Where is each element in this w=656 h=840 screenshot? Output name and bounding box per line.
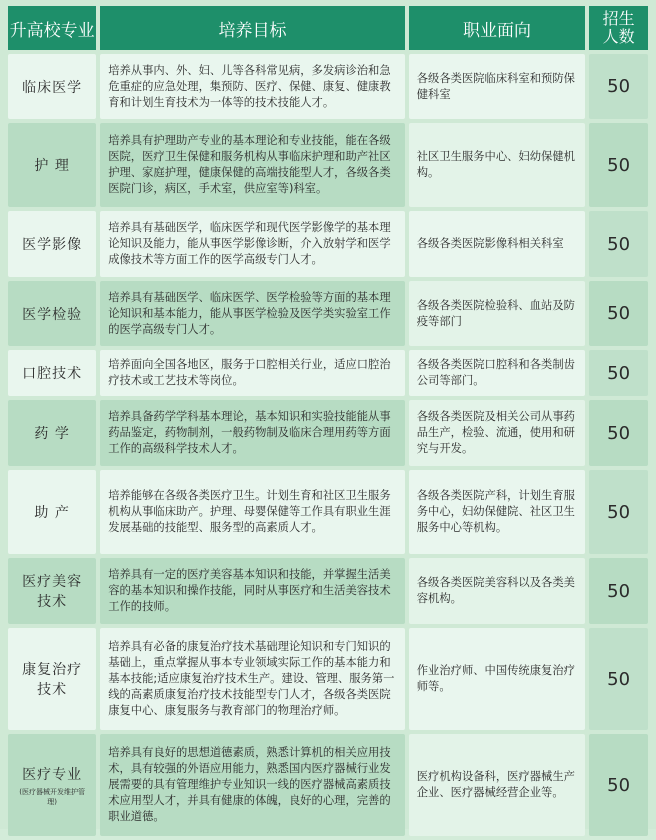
table-row <box>8 54 648 119</box>
major-cell: 医学检验 <box>8 281 96 346</box>
table-row <box>8 734 648 836</box>
direction-cell: 医疗机构设备科，医疗器械生产企业、医疗器械经营企业等。 <box>409 734 585 836</box>
table-row <box>8 558 648 624</box>
goal-cell: 培养具有一定的医疗美容基本知识和技能，并掌握生活美容的基本知识和操作技能，同时从事医疗和生活美容技术工作的技师。 <box>100 558 405 624</box>
table-row <box>8 400 648 466</box>
count-cell: 50 <box>589 400 648 466</box>
table-row <box>8 211 648 277</box>
direction-cell: 各级各类医院及相关公司从事药品生产，检验、流通，使用和研究与开发。 <box>409 400 585 466</box>
header-direction: 职业面向 <box>409 6 585 50</box>
major-cell: 药 学 <box>8 400 96 466</box>
goal-cell: 培养面向全国各地区，服务于口腔相关行业，适应口腔治疗技术或工艺技术等岗位。 <box>100 350 405 396</box>
goal-cell: 培养具有基础医学，临床医学和现代医学影像学的基本理论知识及能力，能从事医学影像诊断，介入放射学和医学成像技术等方面工作的医学高级专门人才。 <box>100 211 405 277</box>
goal-cell: 培养具有良好的思想道德素质，熟悉计算机的相关应用技术，具有较强的外语应用能力，熟悉国内医疗器械行业发展需要的具有管理维护专业知识一线的医疗器械高素质技术应用型人才，并具有健康的体魄，良好的心理，完善的职业道德。 <box>100 734 405 836</box>
direction-cell: 社区卫生服务中心、妇幼保健机构。 <box>409 123 585 207</box>
major-cell: 临床医学 <box>8 54 96 119</box>
major-cell: 医学影像 <box>8 211 96 277</box>
count-cell: 50 <box>589 734 648 836</box>
count-cell: 50 <box>589 350 648 396</box>
table-row <box>8 281 648 346</box>
goal-cell: 培养具备药学学科基本理论，基本知识和实验技能能从事药品鉴定，药物制剂，一般药物制及临床合理用药等方面工作的高级科学技术人才。 <box>100 400 405 466</box>
major-cell: 助 产 <box>8 470 96 554</box>
direction-cell: 各级各类医院口腔科和各类制齿公司等部门。 <box>409 350 585 396</box>
goal-cell: 培养从事内、外、妇、儿等各科常见病，多发病诊治和急危重症的应急处理，集预防、医疗、保健、康复、健康教育和计划生育技术为一体等的技术技能人才。 <box>100 54 405 119</box>
direction-cell: 各级各类医院临床科室和预防保健科室 <box>409 54 585 119</box>
table-row <box>8 123 648 207</box>
table-row <box>8 350 648 396</box>
major-sub-label: (医疗器械开发维护管理) <box>19 787 85 806</box>
header-count-line1: 招生 <box>602 9 635 28</box>
direction-cell: 各级各类医院美容科以及各类美容机构。 <box>409 558 585 624</box>
major-cell: 护 理 <box>8 123 96 207</box>
count-cell: 50 <box>589 281 648 346</box>
count-cell: 50 <box>589 123 648 207</box>
count-cell: 50 <box>589 54 648 119</box>
header-count-line2: 人数 <box>602 27 635 46</box>
count-cell: 50 <box>589 211 648 277</box>
enrollment-table <box>4 2 652 840</box>
major-cell: 口腔技术 <box>8 350 96 396</box>
major-cell <box>8 734 96 836</box>
header-row <box>8 6 648 50</box>
goal-cell: 培养具有基础医学、临床医学、医学检验等方面的基本理论知识和基本能力，能从事医学检验及医学类实验室工作的医学高级专门人才。 <box>100 281 405 346</box>
direction-cell: 各级各类医院影像科相关科室 <box>409 211 585 277</box>
header-goal: 培养目标 <box>100 6 405 50</box>
header-count <box>589 6 648 50</box>
direction-cell: 各级各类医院检验科、血站及防疫等部门 <box>409 281 585 346</box>
goal-cell: 培养具有护理助产专业的基本理论和专业技能，能在各级医院，医疗卫生保健和服务机构从事临床护理和助产社区护理、家庭护理，健康保健的高端技能型人才，各级各类医院门诊，病区，手术室，供应室等)科室。 <box>100 123 405 207</box>
table-row <box>8 628 648 730</box>
table-row <box>8 470 648 554</box>
header-major: 升高校专业 <box>8 6 96 50</box>
goal-cell: 培养能够在各级各类医疗卫生。计划生育和社区卫生服务机构从事临床助产。护理、母婴保健等工作具有职业生涯发展基础的技能型、服务型的高素质人才。 <box>100 470 405 554</box>
major-cell: 医疗美容技术 <box>8 558 96 624</box>
count-cell: 50 <box>589 558 648 624</box>
count-cell: 50 <box>589 628 648 730</box>
major-label: 医疗专业 <box>22 766 83 783</box>
goal-cell: 培养具有必备的康复治疗技术基础理论知识和专门知识的基础上，重点掌握从事本专业领域实际工作的基本能力和基本技能;适应康复治疗技术生产。建设、管理、服务第一线的高素质康复治疗技术技能型专门人才，各级各类医院康复中心、康复服务与教育部门的物理治疗师。 <box>100 628 405 730</box>
direction-cell: 各级各类医院产科，计划生育服务中心，妇幼保健院、社区卫生服务中心等机构。 <box>409 470 585 554</box>
count-cell: 50 <box>589 470 648 554</box>
major-cell: 康复治疗技术 <box>8 628 96 730</box>
direction-cell: 作业治疗师、中国传统康复治疗师等。 <box>409 628 585 730</box>
